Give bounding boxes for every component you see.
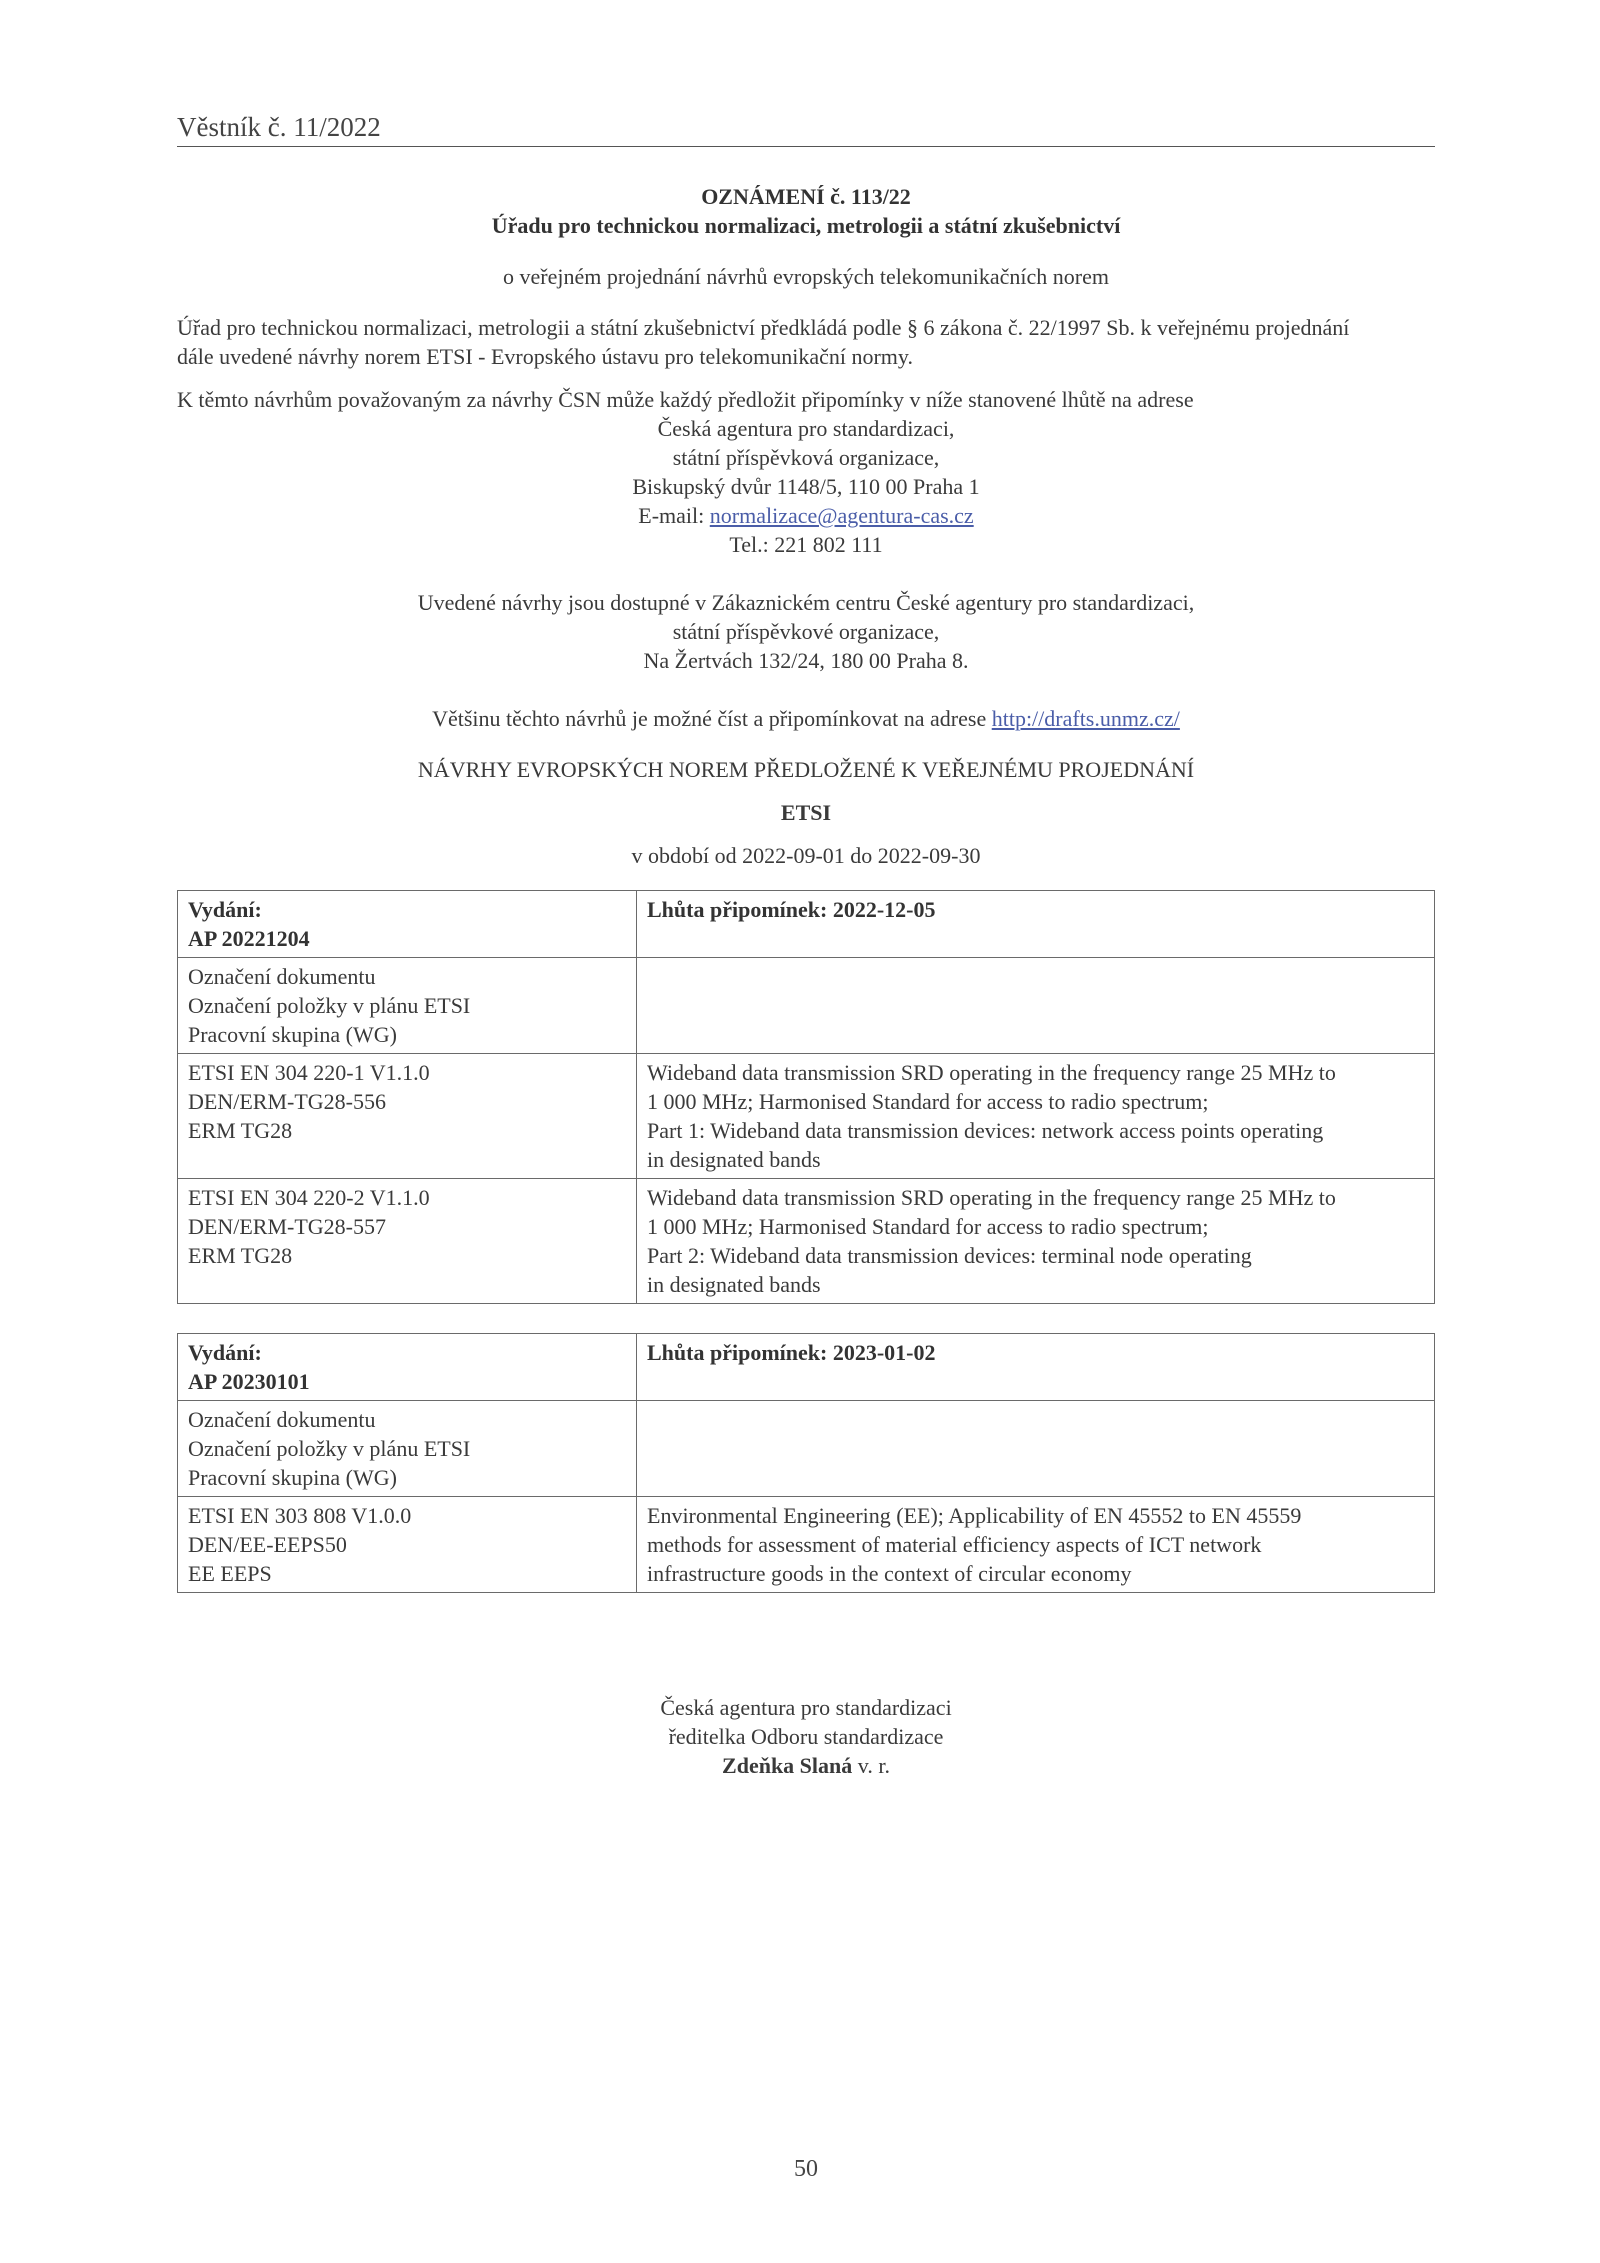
document-title-cell (637, 1179, 1435, 1304)
intro-line: dále uvedené návrhy norem ETSI - Evropského ústavu pro telekomunikační normy. (177, 344, 913, 369)
legend-line: Označení položky v plánu ETSI (188, 1436, 471, 1461)
document-title-cell (637, 1497, 1435, 1593)
announcement-authority: Úřadu pro technickou normalizaci, metrologii a státní zkušebnictví (491, 213, 1121, 238)
title-line: Part 2: Wideband data transmission devices: terminal node operating (647, 1243, 1252, 1268)
title-line: Wideband data transmission SRD operating in the frequency range 25 MHz to (647, 1060, 1336, 1085)
ap-table (177, 1333, 1435, 1593)
address-line: Biskupský dvůr 1148/5, 110 00 Praha 1 (632, 474, 980, 499)
table-header-row (178, 891, 1435, 958)
work-item-id: DEN/EE-EEPS50 (188, 1532, 347, 1557)
deadline-cell: Lhůta připomínek: 2022-12-05 (637, 891, 1435, 958)
title-line: in designated bands (647, 1272, 821, 1297)
legend-line: Označení položky v plánu ETSI (188, 993, 471, 1018)
document-page (177, 0, 1435, 2263)
title-line: 1 000 MHz; Harmonised Standard for access to radio spectrum; (647, 1089, 1209, 1114)
table-header-row (178, 1334, 1435, 1401)
page-number: 50 (794, 2156, 818, 2182)
legend-line: Označení dokumentu (188, 1407, 376, 1432)
legend-line: Pracovní skupina (WG) (188, 1465, 397, 1490)
issue-id: AP 20221204 (188, 926, 310, 951)
availability-line: státní příspěvkové organizace, (672, 619, 940, 644)
document-id-cell (178, 1179, 637, 1304)
availability-line: Na Žertvách 132/24, 180 00 Praha 8. (643, 648, 969, 673)
title-line: in designated bands (647, 1147, 821, 1172)
document-id: ETSI EN 304 220-1 V1.1.0 (188, 1060, 430, 1085)
address-line: Česká agentura pro standardizaci, (657, 416, 955, 441)
issue-id: AP 20230101 (188, 1369, 310, 1394)
issue-label: Vydání: (188, 897, 262, 922)
working-group: ERM TG28 (188, 1118, 293, 1143)
signature-suffix: v. r. (852, 1753, 890, 1778)
deadline-cell: Lhůta připomínek: 2023-01-02 (637, 1334, 1435, 1401)
signature-name-line (177, 1751, 1435, 1780)
signature-block (177, 1693, 1435, 1780)
signature-role: ředitelka Odboru standardizace (668, 1724, 944, 1749)
legend-line: Označení dokumentu (188, 964, 376, 989)
empty-cell (637, 1401, 1435, 1497)
table-row (178, 1179, 1435, 1304)
work-item-id: DEN/ERM-TG28-556 (188, 1089, 386, 1114)
issue-cell (178, 1334, 637, 1401)
title-line: 1 000 MHz; Harmonised Standard for access to radio spectrum; (647, 1214, 1209, 1239)
title-line: Part 1: Wideband data transmission devices: network access points operating (647, 1118, 1324, 1143)
period-label: v období od 2022-09-01 do 2022-09-30 (631, 843, 981, 868)
document-title-cell (637, 1054, 1435, 1179)
signature-org: Česká agentura pro standardizaci (660, 1695, 952, 1720)
legend-line: Pracovní skupina (WG) (188, 1022, 397, 1047)
document-id: ETSI EN 304 220-2 V1.1.0 (188, 1185, 430, 1210)
online-text: Většinu těchto návrhů je možné číst a připomínkovat na adrese (432, 706, 992, 731)
table-row (178, 1497, 1435, 1593)
availability-block (177, 588, 1435, 675)
comments-lead: K těmto návrhům považovaným za návrhy ČSN může každý předložit připomínky v níže stanovené lhůtě na adrese (177, 387, 1194, 412)
email-label: E-mail: (638, 503, 710, 528)
announcement-title: OZNÁMENÍ č. 113/22 (701, 184, 911, 209)
table-legend-row (178, 958, 1435, 1054)
running-header: Věstník č. 11/2022 (177, 112, 381, 142)
header-rule (177, 146, 1435, 147)
announcement-subject: o veřejném projednání návrhů evropských telekomunikačních norem (502, 264, 1110, 289)
document-body (177, 182, 1435, 1780)
ap-table (177, 890, 1435, 1304)
phone-line: Tel.: 221 802 111 (729, 532, 883, 557)
legend-cell (178, 958, 637, 1054)
signature-name: Zdeňka Slaná (722, 1753, 853, 1778)
title-line: methods for assessment of material efficiency aspects of ICT network (647, 1532, 1262, 1557)
table-row (178, 1054, 1435, 1179)
section-heading: NÁVRHY EVROPSKÝCH NOREM PŘEDLOŽENÉ K VEŘEJNÉMU PROJEDNÁNÍ (417, 757, 1195, 782)
drafts-link[interactable]: http://drafts.unmz.cz/ (991, 706, 1180, 731)
intro-line: Úřad pro technickou normalizaci, metrologii a státní zkušebnictví předkládá podle § 6 zákona č. 22/1997 Sb. k veřejnému projednání (177, 315, 1350, 340)
organization-label: ETSI (780, 800, 832, 825)
availability-line: Uvedené návrhy jsou dostupné v Zákaznickém centru České agentury pro standardizaci, (417, 590, 1195, 615)
title-line: Environmental Engineering (EE); Applicability of EN 45552 to EN 45559 (647, 1503, 1302, 1528)
address-line: státní příspěvková organizace, (672, 445, 940, 470)
online-notice (177, 704, 1435, 733)
work-item-id: DEN/ERM-TG28-557 (188, 1214, 386, 1239)
document-id: ETSI EN 303 808 V1.0.0 (188, 1503, 412, 1528)
document-id-cell (178, 1497, 637, 1593)
working-group: ERM TG28 (188, 1243, 293, 1268)
document-id-cell (178, 1054, 637, 1179)
email-link[interactable]: normalizace@agentura-cas.cz (709, 503, 974, 528)
working-group: EE EEPS (188, 1561, 272, 1586)
legend-cell (178, 1401, 637, 1497)
issue-label: Vydání: (188, 1340, 262, 1365)
issue-cell (178, 891, 637, 958)
empty-cell (637, 958, 1435, 1054)
title-line: Wideband data transmission SRD operating in the frequency range 25 MHz to (647, 1185, 1336, 1210)
intro-paragraph (177, 313, 1435, 371)
email-line (177, 501, 1435, 530)
comments-address (177, 414, 1435, 559)
title-line: infrastructure goods in the context of circular economy (647, 1561, 1132, 1586)
table-legend-row (178, 1401, 1435, 1497)
